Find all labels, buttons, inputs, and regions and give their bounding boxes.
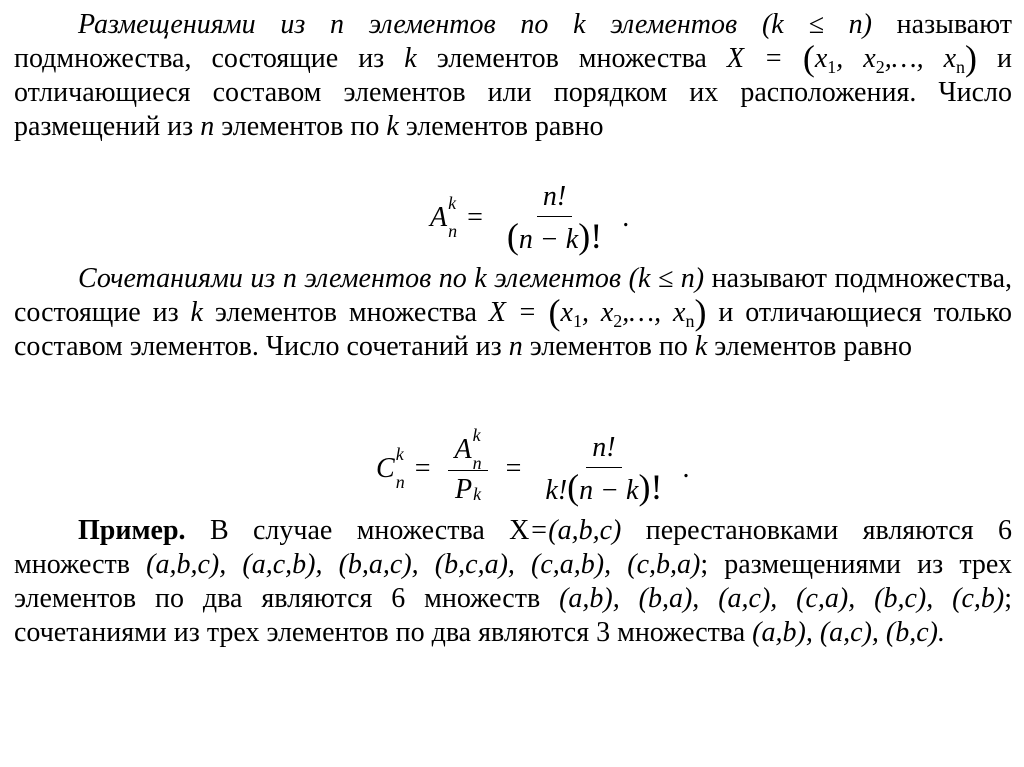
paragraph-combinations (14, 262, 1012, 364)
set-x2: , x (581, 297, 614, 328)
text: и отличающиеся только составом элементов. Число сочетаний из (14, 297, 1013, 362)
paren: ( (506, 215, 519, 256)
text: элементов по (529, 331, 688, 362)
permutations-list: (a,b,c), (a,c,b), (b,a,c), (b,c,a), (c,a,b), (c,b,a) (146, 549, 701, 580)
example-label: Пример. (78, 515, 186, 546)
set-formula: $X = (x_1$, $x_2,\dots$, $x_n$) (726, 38, 978, 78)
var-k: k (386, 111, 399, 142)
sup: k (448, 193, 457, 213)
symbol-a: A (430, 202, 448, 233)
sub: n (685, 311, 695, 331)
symbol-a: A (454, 433, 472, 465)
condition: (k ≤ n) (761, 9, 872, 40)
numerator: n! (537, 180, 572, 217)
fraction-factorial (539, 431, 668, 508)
sup: k (395, 444, 404, 464)
fraction (501, 180, 608, 257)
paragraph-arrangements (14, 8, 1012, 144)
sup-sub (395, 444, 405, 492)
den-expr: n − k (518, 223, 579, 255)
fraction-a-over-p (448, 424, 487, 507)
var-k: k (694, 331, 708, 362)
sup: k (472, 424, 481, 445)
var-x: X (509, 515, 530, 546)
numerator (448, 424, 487, 473)
term-combinations: Сочетаниями из n элементов по k элементов (78, 263, 622, 294)
text: элементов по (221, 111, 380, 142)
symbol-p: P (454, 473, 473, 505)
sup-sub (448, 193, 458, 241)
set-mid: ,…, x (622, 297, 686, 328)
sub: 2 (613, 311, 623, 331)
combinations-list: (a,b), (a,c), (b,c). (752, 617, 945, 648)
period: . (682, 453, 690, 484)
sub: k (473, 483, 482, 504)
paren: )! (638, 466, 663, 507)
text: называют подмножества, состоящие из (14, 263, 1013, 328)
numerator: n! (586, 431, 621, 468)
formula-combinations (376, 424, 689, 514)
var-k: k (404, 43, 417, 74)
var-n: n (200, 111, 215, 142)
period: . (622, 202, 630, 233)
text: перестановками являются 6 множеств (14, 515, 1012, 580)
set-label: X = (726, 43, 803, 74)
paren: )! (578, 215, 603, 256)
text: элементов множества (214, 297, 477, 328)
denominator (501, 217, 608, 257)
equals-sign: = (414, 453, 431, 484)
denominator (449, 471, 487, 507)
den-expr: n − k (579, 474, 639, 506)
denominator (539, 468, 668, 508)
text: элементов равно (405, 111, 604, 142)
sub: n (395, 472, 405, 492)
example-set: =(a,b,c) (529, 515, 622, 546)
set-x1: x (814, 43, 828, 74)
set-x2: , x (836, 43, 876, 74)
equals-sign: = (467, 202, 483, 233)
set-x1: x (560, 297, 573, 328)
sub: 2 (875, 57, 885, 77)
text: элементов множества (436, 43, 707, 74)
set-label: X = (488, 297, 549, 328)
formula-arrangements (430, 178, 629, 258)
set-mid: ,…, x (884, 43, 957, 74)
var-n: n (508, 331, 523, 362)
text: называют подмножества, состоящие из (14, 9, 1013, 74)
condition: (k ≤ n) (628, 263, 705, 294)
text: элементов равно (714, 331, 913, 362)
equals-sign: = (505, 453, 522, 484)
sub: n (448, 221, 458, 241)
paragraph-example (14, 514, 1012, 650)
sub: n (472, 452, 482, 473)
sub: 1 (572, 311, 582, 331)
set-formula: $X = (x_1$, $x_2,\dots$, $x_n$) (488, 292, 707, 332)
text: ; сочетаниями из трех элементов по два являются 3 множества (14, 583, 1013, 648)
symbol-c: C (376, 453, 395, 484)
paren: ( (567, 466, 580, 507)
arrangements-list: (a,b), (b,a), (a,c), (c,a), (b,c), (c,b) (559, 583, 1005, 614)
sub: n (956, 57, 966, 77)
text: и отличающиеся составом элементов или порядком их расположения. Число размещений из (14, 43, 1013, 142)
var-k: k (190, 297, 203, 328)
text: В случае множества (209, 515, 485, 546)
den-k-factorial: k! (545, 474, 568, 506)
sub: 1 (827, 57, 837, 77)
term-arrangements: Размещениями из n элементов по k элементов (78, 9, 738, 40)
text: ; размещениями из трех элементов по два являются 6 множеств (14, 549, 1012, 614)
